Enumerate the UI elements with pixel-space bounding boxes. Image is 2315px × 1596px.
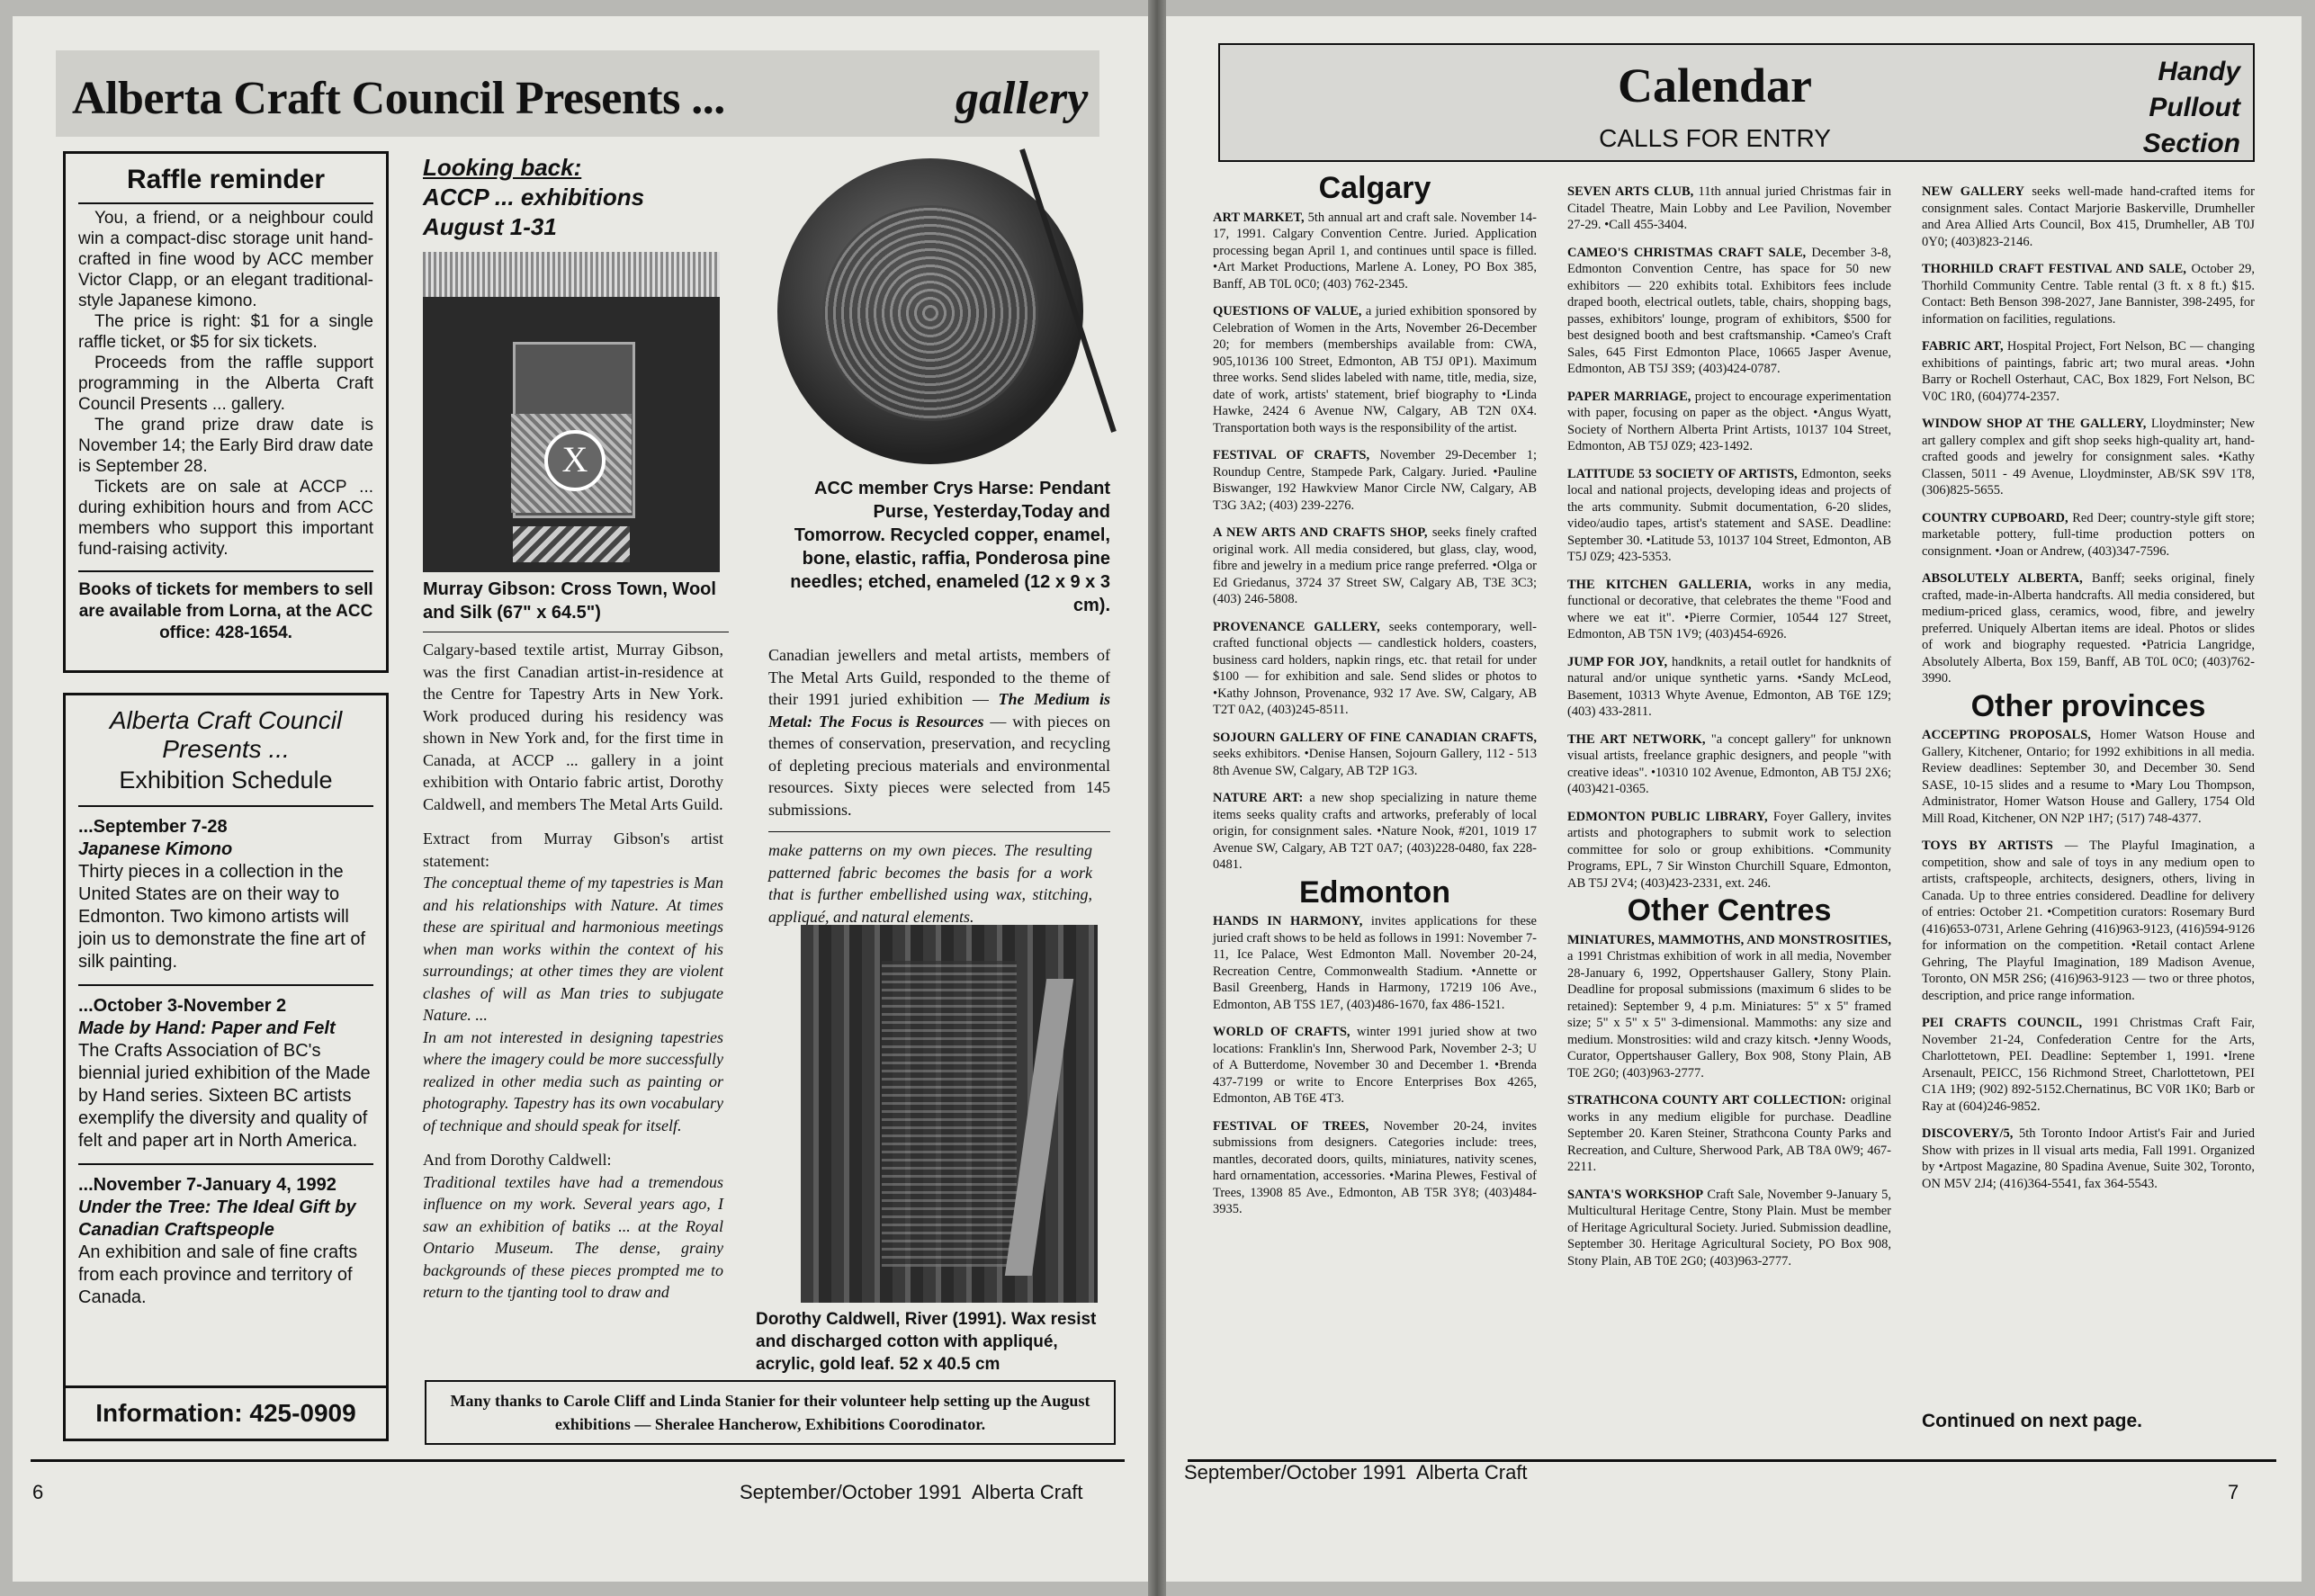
gibson-tapestry-photo [423, 252, 720, 572]
caldwell-2: make patterns on my own pieces. The resulting patterned fabric becomes the basis for a work that is further embellished using wax, stitching, appliqué, and natural elements. [768, 841, 1092, 926]
thanks-box: Many thanks to Carole Cliff and Linda Stanier for their volunteer help setting up the August exhibitions — Sheralee Hancherow, Exhibitions Coorodinator. [425, 1380, 1116, 1445]
looking-back-3: August 1-31 [423, 213, 557, 240]
listing-name: HANDS IN HARMONY, [1213, 914, 1363, 928]
calgary-listings [1213, 210, 1537, 874]
listing-text: invites applications for these juried craft shows to be held as follows in 1991: November 7-11, Ice Palace, West Edmonton Mall. November 20-24, Recreation Centre, Commonwealth Stadium. •Annette or Basil Greenberg, Hands in Harmony, 17219 106 Ave., Edmonton, AB T5S 1E7, (403)486-1670, fax 486-1521. [1213, 914, 1537, 1012]
extract-1: The conceptual theme of my tapestries is Man and his relationships with Nature. At times these are spiritual and harmonious meetings when man works within the context of his surroundings; at other times they are violent clashes of will as Man tries to subjugate Nature. ... [423, 874, 723, 1024]
listing-name: QUESTIONS OF VALUE, [1213, 304, 1362, 318]
listing-entry [1922, 510, 2255, 560]
listing-entry [1213, 1024, 1537, 1107]
listing-text: works in any media, functional or decorative, that celebrates the theme "Food and where we eat it". •Pierre Cormier, 10544 127 Street, Edmonton, AB T5N 1V9; (403)454-6926. [1567, 577, 1891, 641]
listing-name: EDMONTON PUBLIC LIBRARY, [1567, 809, 1768, 824]
page-number: 7 [2228, 1481, 2239, 1503]
listing-text: — The Playful Imagination, a competition, show and sale of toys in any medium open to artists, craftspeople, architects, designers, others, living in Canada. Up to three entries considered. Deadline for delivery of entries: October 21. •Competition curators: Rosemary Burd (416)653-0731, Arlene Gehring (416)963-9123, (416)594-9126 for information on the competition. •Retail contact Arlene Gehring, The Playful Imagination, 189 Madison Avenue, Toronto, ON M5R 2S6; (416)963-9123 — two or three photos, description, and price range information. [1922, 838, 2256, 1003]
listing-entry [1213, 730, 1537, 780]
listing-name: TOYS BY ARTISTS [1922, 838, 2053, 853]
e3-title: Under the Tree: The Ideal Gift by Canadian Craftspeople [78, 1197, 356, 1240]
listing-name: A NEW ARTS AND CRAFTS SHOP, [1213, 525, 1428, 540]
listing-entry [1922, 416, 2255, 499]
listing-entry [1213, 447, 1537, 514]
listing-name: SOJOURN GALLERY OF FINE CANADIAN CRAFTS, [1213, 730, 1537, 745]
listing-entry [1567, 245, 1891, 378]
listing-entry [1567, 466, 1891, 566]
heading-other-centres: Other Centres [1627, 893, 1832, 928]
e2-date: ...October 3-November 2 [78, 996, 287, 1016]
banner-gallery: gallery [956, 73, 1089, 124]
caldwell-river-photo [801, 925, 1098, 1303]
calendar-header [1218, 43, 2255, 162]
raffle-p5: Tickets are on sale at ACCP ... during exhibition hours and from ACC members who support this important fund-raising activity. [78, 478, 373, 559]
listing-text: seeks well-made hand-crafted items for consignment sales. Contact Marjorie Baskerville, Drumheller and Area Allied Arts Council, Box 415, Drumheller, AB T0J 0Y0; (403)823-2146. [1922, 184, 2255, 249]
raffle-rule [78, 202, 373, 204]
listing-text: a juried exhibition sponsored by Celebration of Women in the Arts, November 26-December 20; for members (memberships available from: CWA, 905,10136 100 Street, Edmonton, AB T5J 0P1). Maximum three works. Send slides labeled with name, title, media, size, date of work, artists' statement, brief biography to •Linda Hawke, 2424 6 Avenue NW, Calgary, AB T2N 0X4. Transportation both ways is the responsibility of the artist. [1213, 304, 1537, 435]
listing-text: Banff; seeks original, finely crafted, made-in-Alberta handcrafts. All media considered, but medium-priced glass, ceramics, wood, fibre, and jewelry preferred. Uniquely Albertan items are ideal. Photos or slides of work and biography requested. •Patricia Langridge, Absolutely Alberta, Box 159, Banff, AB T0L 0C0; (403)762-3990. [1922, 571, 2255, 686]
listing-text: 5th Toronto Indoor Artist's Fair and Juried Show with prizes in ll visual arts media, Fall 1991. Organized by •Artpost Magazine, 80 Spadina Avenue, Suite 302, Toronto, ON M5V 2J4; (416)364-5541, fax 364-5543. [1922, 1126, 2255, 1191]
listing-name: SANTA'S WORKSHOP [1567, 1187, 1704, 1202]
listing-name: STRATHCONA COUNTY ART COLLECTION: [1567, 1093, 1846, 1107]
listing-entry [1922, 1125, 2255, 1192]
other-centres-listings-cont [1922, 184, 2255, 687]
listing-text: winter 1991 juried show at two locations: Franklin's Inn, Sherwood Park, November 2-3; U of A Butterdome, November 30 and December 1. •Brenda 437-7199 or write to Encore Enterprises Box 4265, Edmonton, AB T6E 4T3. [1213, 1025, 1537, 1106]
heading-calgary: Calgary [1318, 171, 1431, 205]
looking-back-2: ACCP ... exhibitions [423, 184, 645, 211]
calendar-col-2 [1567, 184, 1891, 1280]
footer-issue: September/October 1991 Alberta Craft [740, 1481, 1083, 1503]
listing-text: seeks finely crafted original work. All media considered, but glass, clay, wood, fibre and jewelry in a medium price range preferred. •Olga or Ed Griedanus, 3724 37 Street SW, Calgary AB, T3E 3C3; (403) 246-5808. [1213, 525, 1537, 606]
listing-text: a 1991 Christmas exhibition of work in all media, November 28-January 6, 1992, Oppertshauser Gallery, Stony Plain. Deadline for proposal submissions (maximum 6 slides to be retained): September 9, 4 p.m. Miniatures: 5" x 5" framed size; 5" x 5" x 5" 3-dimensional. Mammoths: any size and medium. Monstrosities: wild and crazy kitsch. •Jenny Woods, Curator, Oppertshauser Gallery, Box 908, Stony Plain, AB T0E 2G0; (403)963-2777. [1567, 949, 1891, 1080]
listing-text: 5th annual art and craft sale. November 14-17, 1991. Calgary Convention Centre. Juried. Application processing began April 1, and continues until space is filled. •Art Market Productions, Marlene A. Loney, PO Box 385, Banff, AB T0L 0C0; (403) 762-2345. [1213, 210, 1537, 291]
listing-entry [1567, 389, 1891, 455]
looking-back [423, 153, 644, 242]
page-number: 6 [32, 1481, 44, 1503]
listing-entry [1213, 790, 1537, 874]
listing-name: LATITUDE 53 SOCIETY OF ARTISTS, [1567, 466, 1798, 481]
listing-entry [1567, 654, 1891, 721]
e2-title: Made by Hand: Paper and Felt [78, 1018, 336, 1038]
caption-harse: ACC member Crys Harse: Pendant Purse, Yesterday,Today and Tomorrow. Recycled copper, enamel, bone, elastic, raffia, Ponderosa pine needles; etched, enameled (12 x 9 x 3 cm). [790, 479, 1110, 615]
listing-name: THE KITCHEN GALLERIA, [1567, 577, 1752, 592]
extract-2: In am not interested in designing tapestries where the imagery could be more successfully realized in other media such as painting or photography. Tapestry has its own vocabulary of technique and should speak for itself. [423, 1027, 723, 1134]
raffle-books: Books of tickets for members to sell are available from Lorna, at the ACC office: 428-1654. [78, 580, 373, 642]
listing-text: Foyer Gallery, invites artists and photographers to submit work to selection committee for solo or group exhibitions. •Community Programs, EPL, 7 Sir Winston Churchill Square, Edmonton, AB T5J 2V4; (403)423-2331, ext. 246. [1567, 809, 1892, 891]
listing-name: FESTIVAL OF TREES, [1213, 1118, 1369, 1134]
listing-text: handknits, a retail outlet for handknits of natural and/or unique synthetic yarns. •Sandy McLeod, Basement, 10313 Whyte Avenue, Edmonton, AB T6E 1Z9; (403) 433-2811. [1567, 654, 1891, 719]
listing-text: December 3-8, Edmonton Convention Centre, has space for 50 new exhibitors — 220 exhibits total. Exhibitors fees include draped booth, electrical outlets, table, chairs, shopping bags, passes, exhibitors' lounge, program of exhibitors, $500 for best designed booth and best craftsmanship. •Cameo's Craft Sales, 645 First Edmonton Place, 10665 Jasper Avenue, Edmonton, AB T5J 3S9; (403)424-0787. [1567, 245, 1891, 376]
looking-back-1: Looking back: [423, 154, 582, 181]
listing-entry [1922, 261, 2255, 327]
raffle-p3: Proceeds from the raffle support programming in the Alberta Craft Council Presents ... gallery. [78, 354, 373, 414]
extract-intro: Extract from Murray Gibson's artist statement: [423, 829, 723, 870]
caldwell-1: Traditional textiles have had a tremendous influence on my work. Several years ago, I saw an exhibition of batiks ... at the Royal Ontario Museum. The dense, grainy backgrounds of these pieces prompted me to return to the tjanting tool to draw and [423, 1172, 723, 1301]
listing-entry [1213, 210, 1537, 293]
caldwell-intro: And from Dorothy Caldwell: [423, 1151, 612, 1169]
listing-name: WORLD OF CRAFTS, [1213, 1025, 1350, 1039]
x-emblem-icon: X [544, 430, 606, 491]
continued-note: Continued on next page. [1922, 1411, 2142, 1431]
e3-text: An exhibition and sale of fine crafts from each province and territory of Canada. [78, 1242, 358, 1307]
listing-text: Lloydminster; New art gallery complex and gift shop seeks high-quality art, hand-crafted goods and jewelry for consignment sales. •Kathy Classen, 5011 - 49 Avenue, Lloydminster, AB/SK S9V 1T8, (306)825-5655. [1922, 417, 2255, 498]
edmonton-listings [1213, 913, 1537, 1218]
listing-entry [1567, 184, 1891, 234]
listing-name: DISCOVERY/5, [1922, 1126, 2014, 1141]
listing-entry [1213, 1118, 1537, 1218]
raffle-p1: You, a friend, or a neighbour could win a compact-disc storage unit hand-crafted in fine wood by ACC member Victor Clapp, or an elegant traditional-style Japanese kimono. [78, 209, 373, 310]
banner [56, 50, 1099, 137]
listing-name: ART MARKET, [1213, 210, 1305, 225]
listing-entry [1922, 838, 2255, 1004]
body-metal-arts: Canadian jewellers and metal artists, members of The Metal Arts Guild, responded to the theme of their 1991 juried exhibition — The Medium is Metal: The Focus is Resources — with pieces on themes of conservation, preservation, and recycling of depleting precious materials and environmental resources. Sixty pieces were selected from 145 submissions. [768, 646, 1110, 819]
calendar-subtitle: CALLS FOR ENTRY [1599, 124, 1831, 152]
listing-name: MINIATURES, MAMMOTHS, AND MONSTROSITIES, [1567, 932, 1891, 947]
calendar-col-1 [1213, 171, 1537, 1229]
e3-date: ...November 7-January 4, 1992 [78, 1175, 336, 1195]
listing-text: 11th annual juried Christmas fair in Citadel Theatre, Main Lobby and Lee Pavilion, November 27-29. •Call 455-3404. [1567, 184, 1891, 232]
calendar-col-3 [1922, 184, 2255, 1203]
listing-entry [1922, 570, 2255, 687]
listing-text: November 29-December 1; Roundup Centre, Stampede Park, Calgary. Juried. •Pauline Biswanger, 192 Hawkview Manor Circle NW, Calgary, AB T3G 3A2; (403) 239-2276. [1213, 448, 1537, 513]
listing-text: original works in any medium eligible for purchase. Deadline September 20. Karen Steiner, Strathcona County Parks and Recreation, and Culture, Sherwood Park, AB T8A 0W9; 467-2211. [1567, 1093, 1891, 1174]
listing-entry [1567, 1092, 1891, 1176]
raffle-p2: The price is right: $1 for a single raffle ticket, or $5 for six tickets. [78, 312, 373, 352]
listing-name: THORHILD CRAFT FESTIVAL AND SALE, [1922, 262, 2186, 276]
calendar-title: Calendar [1618, 58, 1812, 112]
listing-entry [1567, 1187, 1891, 1270]
schedule-title-1: Alberta Craft Council [109, 706, 343, 734]
raffle-p4: The grand prize draw date is November 14; the Early Bird draw date is September 28. [78, 416, 373, 476]
listing-name: THE ART NETWORK, [1567, 731, 1706, 747]
listing-name: JUMP FOR JOY, [1567, 654, 1668, 669]
listing-text: Red Deer; country-style gift store; marketable pottery, full-time production potters on consignment. •Joan or Andrew, (403)347-7596. [1922, 510, 2255, 559]
e1-text: Thirty pieces in a collection in the United States are on their way to Edmonton. Two kimono artists will join us to demonstrate the fine art of silk painting. [78, 862, 366, 972]
listing-text: "a concept gallery" for unknown visual artists, freelance graphic designers, and people "with creative ideas". •10310 102 Avenue, Edmonton, AB T5J 2X6; (403)421-0365. [1567, 731, 1891, 796]
raffle-box [63, 151, 389, 673]
listing-entry [1922, 1015, 2255, 1115]
listing-name: SEVEN ARTS CLUB, [1567, 184, 1694, 199]
listing-entry [1213, 913, 1537, 1013]
listing-entry [1922, 184, 2255, 250]
listing-name: CAMEO'S CHRISTMAS CRAFT SALE, [1567, 245, 1807, 260]
listing-text: Homer Watson House and Gallery, Kitchener, Ontario; for 1992 exhibitions in all media. Review deadlines: September 30, and December 30. Send SASE, 10-15 slides and a resume to •Mary Lou Thompson, Administrator, Homer Watson House and Gallery, 1754 Old Mill Road, Kitchener, ON N2P 1H7; (517) 748-4377. [1922, 728, 2255, 826]
listing-entry [1213, 525, 1537, 608]
exhibition-title: The Medium is Metal: The Focus is Resources [768, 690, 1110, 731]
listing-text: Craft Sale, November 9-January 5, Multicultural Heritage Centre, Stony Plain. Must be member of Heritage Agricultural Society. Juried. Submission deadline, September 30. Heritage Agricultural Society, PO Box 908, Stony Plain, AB T0E 2G0; (403)963-2777. [1567, 1187, 1891, 1269]
listing-name: NEW GALLERY [1922, 184, 2024, 199]
left-page [13, 16, 1148, 1582]
listing-entry [1922, 727, 2255, 827]
footer-issue: September/October 1991 Alberta Craft [1184, 1461, 1528, 1484]
listing-name: FESTIVAL OF CRAFTS, [1213, 448, 1370, 462]
listing-name: COUNTRY CUPBOARD, [1922, 510, 2068, 525]
listing-name: FABRIC ART, [1922, 339, 2004, 354]
listing-entry [1922, 338, 2255, 405]
spine [1148, 0, 1166, 1596]
listing-text: November 20-24, invites submissions from designers. Categories include: trees, mantles, decorated doors, quilts, miniatures, nativity scenes, hard ornamentation, accessories. •Marina Plewes, Festival of Trees, 13908 85 Ave., Edmonton, AB T5R 3Y8; (403)484-3935. [1213, 1118, 1537, 1216]
listing-name: PEI CRAFTS COUNCIL, [1922, 1016, 2083, 1030]
schedule-info: Information: 425-0909 [66, 1385, 386, 1439]
listing-text: Edmonton, seeks local and national projects, developing ideas and projects of the arts community. Submit documentation, 6-20 slides, video/audio tapes, artist's statement and SASE. Deadline: September 30. •Latitude 53, 10137 104 Street, Edmonton, AB T5J 0Z9; 423-5353. [1567, 466, 1891, 564]
banner-title: Alberta Craft Council Presents ... [72, 73, 725, 124]
listing-entry [1567, 809, 1891, 892]
listing-text: seeks contemporary, well-crafted functional objects — candlestick holders, coasters, business card holders, napkin rings, etc. that retail for under $100 — for exhibition and sale. Send slides or photos to •Kathy Johnson, Provenance, 932 17 Ave. SW, Calgary, AB T2T 0A2, (403)245-8511. [1213, 619, 1537, 717]
edmonton-listings-cont [1567, 184, 1891, 892]
schedule-box [63, 693, 389, 1441]
e1-date: ...September 7-28 [78, 817, 228, 837]
caption-caldwell: Dorothy Caldwell, River (1991). Wax resist and discharged cotton with appliqué, acrylic, gold leaf. 52 x 40.5 cm [756, 1310, 1097, 1374]
listing-entry [1213, 619, 1537, 719]
listing-name: WINDOW SHOP AT THE GALLERY, [1922, 417, 2147, 431]
e2-text: The Crafts Association of BC's biennial juried exhibition of the Made by Hand series. Sixteen BC artists exemplify the diversity and quality of felt and paper art in North America. [78, 1041, 371, 1151]
listing-entry [1567, 932, 1891, 1082]
listing-text: project to encourage experimentation with paper, focusing on paper as the object. •Angus Wyatt, Society of Northern Alberta Print Artists, 10137 104 Street, Edmonton, AB T5J 0Z9; 423-1492. [1567, 389, 1891, 453]
schedule-title-3: Exhibition Schedule [119, 767, 333, 794]
listing-entry [1567, 577, 1891, 643]
other-centres-listings [1567, 932, 1891, 1270]
other-provinces-listings [1922, 727, 2255, 1192]
listing-name: ABSOLUTELY ALBERTA, [1922, 571, 2083, 586]
schedule-title-2: Presents ... [162, 735, 290, 763]
listing-name: PROVENANCE GALLERY, [1213, 619, 1380, 634]
body-gibson: Calgary-based textile artist, Murray Gibson, was the first Canadian artist-in-residence at the Centre for Tapestry Arts in New York. Work produced during his residency was shown in New York and, for the first time in Canada, at ACCP ... gallery in a joint exhibition with Ontario fabric artist, Dorothy Caldwell, and members The Metal Arts Guild. [423, 641, 723, 813]
heading-other-provinces: Other provinces [1970, 688, 2206, 723]
footer-rule [31, 1459, 1125, 1462]
heading-edmonton: Edmonton [1298, 874, 1451, 910]
listing-text: 1991 Christmas Craft Fair, November 21-24, Confederation Centre for the Arts, Charlottetown, PEI. Deadline: September 1, 1991. •Irene Arsenault, PEICC, 156 Richmond Street, Charlottetown, PEI C1A 1H9; (902) 892-5152.Chernatinus, BC V0R 1K0; Barb or Ray at (604)246-9852. [1922, 1016, 2255, 1114]
listing-text: seeks exhibitors. •Denise Hansen, Sojourn Gallery, 112 - 513 8th Avenue SW, Calgary, AB T2P 1G3. [1213, 747, 1537, 778]
caption-gibson: Murray Gibson: Cross Town, Wool and Silk (67" x 64.5") [423, 579, 716, 623]
listing-entry [1567, 731, 1891, 798]
handy-pullout-section: Handy Pullout Section [2142, 57, 2240, 158]
listing-name: PAPER MARRIAGE, [1567, 389, 1691, 404]
right-page [1166, 16, 2302, 1582]
harse-purse-photo [768, 142, 1110, 475]
listing-text: Hospital Project, Fort Nelson, BC — changing exhibitions of paintings, fabric art; two mural areas. •John Barry or Rochell Osterhaut, CAC, Box 1829, Fort Nelson, BC V0C 1R0, (604)774-2357. [1922, 339, 2255, 404]
listing-entry [1213, 303, 1537, 436]
listing-name: NATURE ART: [1213, 791, 1304, 805]
e1-title: Japanese Kimono [78, 839, 233, 859]
raffle-title: Raffle reminder [126, 165, 326, 194]
listing-text: October 29, Thorhild Community Centre. Table rental (3 ft. x 8 ft.) $15. Contact: Beth Benson 398-2027, Jane Bannister, 398-2495, for information on facilities, regulations. [1922, 262, 2255, 327]
listing-text: a new shop specializing in nature theme items seeks quality crafts and artworks, preferably of local origin, for consignment sales. •Nature Nook, #201, 1019 17 Avenue SW, Calgary, AB T2T 0A7; (403)228-0480, fax 228-0481. [1213, 791, 1537, 872]
listing-name: ACCEPTING PROPOSALS, [1922, 728, 2091, 742]
